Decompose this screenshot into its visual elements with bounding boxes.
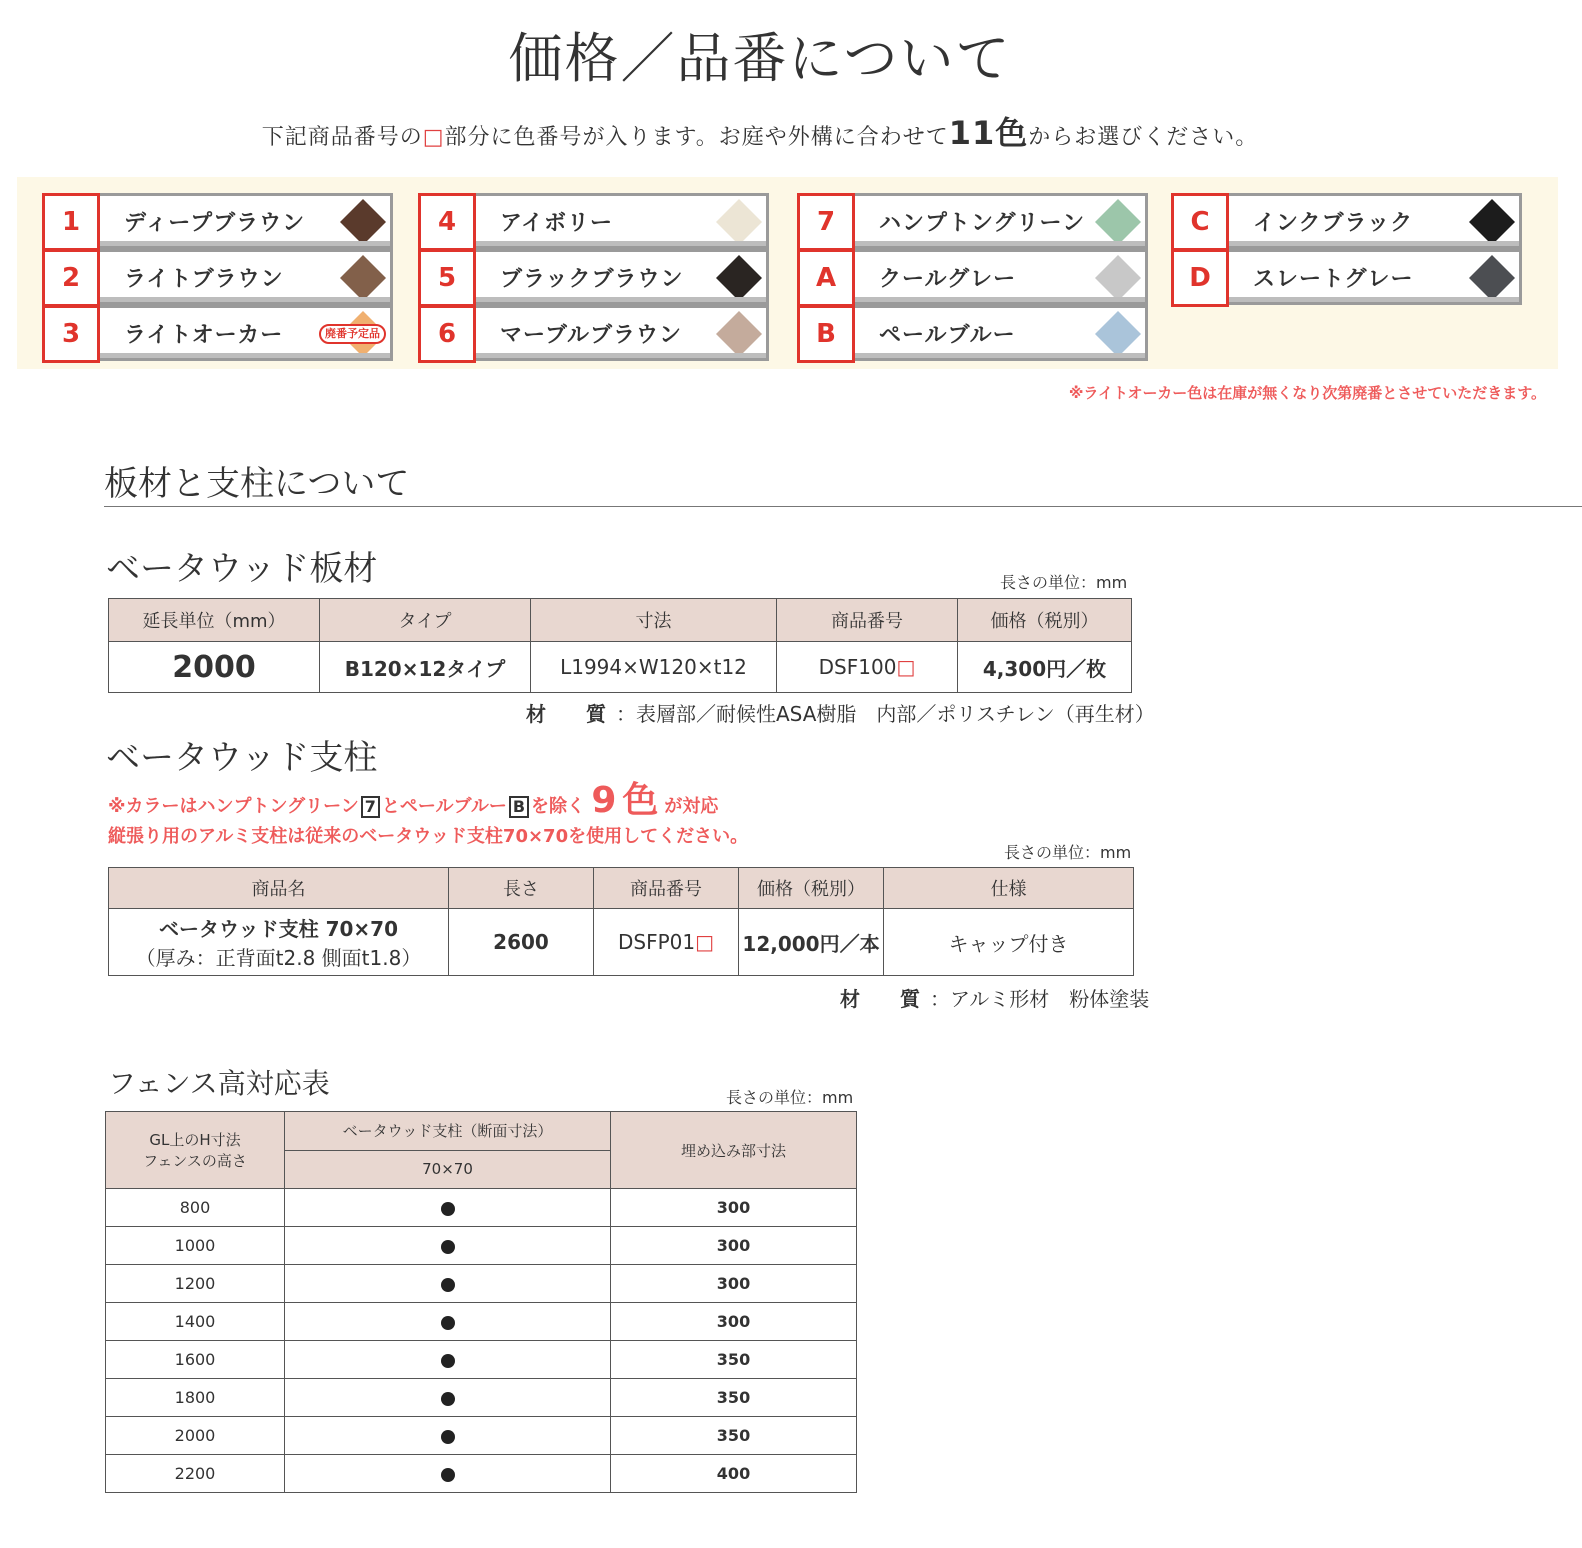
color-code: 2: [42, 249, 100, 307]
post-code-square: □: [695, 930, 714, 954]
section-heading: 板材と支柱について: [104, 464, 410, 504]
embed-depth-header: 埋め込み部寸法: [611, 1112, 857, 1189]
availability-cell: [285, 1417, 611, 1455]
color-bar: [98, 193, 393, 249]
table-header-cell: 価格（税別）: [739, 868, 884, 909]
color-name: ライトブラウン: [124, 267, 284, 292]
color-bar: [98, 305, 393, 361]
availability-cell: [285, 1455, 611, 1493]
board-code: [777, 642, 958, 693]
discontinued-badge: 廃番予定品: [319, 324, 386, 344]
color-swatch: [716, 311, 762, 357]
color-bar: [853, 193, 1148, 249]
color-name: ディープブラウン: [124, 211, 306, 236]
color-swatch: [340, 255, 386, 301]
fence-height: 800: [106, 1189, 285, 1227]
post-length: 2600: [449, 909, 594, 976]
table-row: [106, 1265, 857, 1303]
color-code-box: B: [509, 796, 529, 818]
table-row: [106, 1341, 857, 1379]
embed-depth: 300: [611, 1265, 857, 1303]
color-name: ブラックブラウン: [500, 267, 684, 292]
color-name: ライトオーカー: [124, 323, 284, 348]
color-chip: [797, 305, 1149, 361]
table-row: [106, 1189, 857, 1227]
color-bar: [98, 249, 393, 305]
post-vertical-note: 縦張り用のアルミ支柱は従来のベータウッド支柱70×70を使用してください。: [108, 826, 749, 847]
height-header-cell: [106, 1112, 285, 1189]
fence-height: 1000: [106, 1227, 285, 1265]
embed-depth: 350: [611, 1379, 857, 1417]
board-size: L1994×W120×t12: [531, 642, 777, 693]
color-name: スレートグレー: [1253, 267, 1414, 292]
color-name: アイボリー: [500, 211, 614, 236]
table-header-cell: 長さ: [449, 868, 594, 909]
table-row: [106, 1417, 857, 1455]
height-table: [105, 1111, 857, 1493]
embed-depth: 350: [611, 1341, 857, 1379]
embed-depth: 300: [611, 1189, 857, 1227]
available-dot-icon: [441, 1316, 455, 1330]
height-table-heading: フェンス高対応表: [108, 1067, 330, 1100]
post-section-header: ベータウッド支柱（断面寸法）: [285, 1112, 611, 1151]
embed-depth: 400: [611, 1455, 857, 1493]
lead-text: [0, 108, 1520, 154]
table-header-cell: 商品番号: [594, 868, 739, 909]
available-dot-icon: [441, 1354, 455, 1368]
table-header-row: [109, 599, 1132, 642]
table-header-cell: 延長単位（mm）: [109, 599, 320, 642]
post-size-header: 70×70: [285, 1150, 611, 1189]
color-chip: [42, 249, 394, 305]
color-swatch: [1095, 199, 1141, 245]
color-swatch: [1469, 255, 1515, 301]
table-row: [109, 909, 1134, 976]
post-material: [840, 983, 1149, 1012]
color-bar: [1227, 249, 1522, 305]
color-swatch: [1095, 255, 1141, 301]
fence-height: 1200: [106, 1265, 285, 1303]
table-row: [106, 1379, 857, 1417]
color-count: 11色: [948, 114, 1029, 152]
color-bar: [474, 249, 769, 305]
post-price: 12,000円／本: [739, 909, 884, 976]
fence-height: 2000: [106, 1417, 285, 1455]
note-text: を除く: [531, 796, 586, 817]
post-unit-note: 長さの単位：mm: [1004, 843, 1132, 862]
embed-depth: 300: [611, 1227, 857, 1265]
color-chip: [418, 249, 770, 305]
fence-height: 1600: [106, 1341, 285, 1379]
note-text: ※カラーはハンプトングリーン: [108, 796, 359, 817]
fence-height: 1400: [106, 1303, 285, 1341]
availability-cell: [285, 1227, 611, 1265]
lead-before: 下記商品番号の: [261, 125, 423, 150]
nine-colors: 9色: [591, 780, 665, 821]
color-name: ハンプトングリーン: [879, 211, 1086, 236]
material-label: 材 質: [526, 702, 616, 726]
table-header-cell: 商品番号: [777, 599, 958, 642]
color-swatch: [1469, 199, 1515, 245]
color-swatch: [1095, 311, 1141, 357]
color-name: マーブルブラウン: [500, 323, 683, 348]
color-bar: [1227, 193, 1522, 249]
color-chip: [418, 193, 770, 249]
material-label: 材 質: [840, 987, 930, 1011]
fence-height: 1800: [106, 1379, 285, 1417]
material-text: ：アルミ形材 粉体塗装: [930, 987, 1150, 1011]
color-code: C: [1171, 193, 1229, 251]
table-row: [106, 1455, 857, 1493]
post-color-note: [108, 772, 718, 823]
header-line: フェンスの高さ: [143, 1152, 247, 1170]
embed-depth: 300: [611, 1303, 857, 1341]
color-bar: [474, 305, 769, 361]
header-line: GL上のH寸法: [149, 1131, 241, 1149]
color-code: A: [797, 249, 855, 307]
color-code: B: [797, 305, 855, 363]
height-unit-note: 長さの単位：mm: [726, 1088, 854, 1107]
availability-cell: [285, 1265, 611, 1303]
color-chip: [42, 193, 394, 249]
color-bar: [853, 305, 1148, 361]
table-header-cell: 寸法: [531, 599, 777, 642]
color-code: D: [1171, 249, 1229, 307]
color-code: 7: [797, 193, 855, 251]
color-name: ペールブルー: [879, 323, 1016, 348]
color-bar: [853, 249, 1148, 305]
board-material: [526, 698, 1155, 727]
color-bar: [474, 193, 769, 249]
table-row: [109, 642, 1132, 693]
table-header-row: [106, 1112, 857, 1151]
table-header-cell: タイプ: [320, 599, 531, 642]
board-code-text: DSF100: [818, 655, 897, 679]
material-text: ：表層部／耐候性ASA樹脂 内部／ポリスチレン（再生材）: [616, 702, 1155, 726]
availability-cell: [285, 1303, 611, 1341]
table-row: [106, 1227, 857, 1265]
page-title: 価格／品番について: [508, 27, 1012, 90]
availability-cell: [285, 1379, 611, 1417]
color-chip: [1171, 249, 1523, 305]
board-code-square: □: [896, 655, 916, 679]
available-dot-icon: [441, 1202, 455, 1216]
board-unit-note: 長さの単位：mm: [1000, 573, 1128, 592]
post-table: [108, 867, 1134, 976]
availability-cell: [285, 1341, 611, 1379]
available-dot-icon: [441, 1468, 455, 1482]
availability-cell: [285, 1189, 611, 1227]
color-code: 5: [418, 249, 476, 307]
note-text: とペールブルー: [381, 796, 507, 817]
table-header-cell: 仕様: [884, 868, 1134, 909]
color-name: インクブラック: [1253, 211, 1414, 236]
color-chip: [418, 305, 770, 361]
post-heading: ベータウッド支柱: [106, 738, 378, 778]
post-spec: キャップ付き: [884, 909, 1134, 976]
lead-after: からお選びください。: [1028, 125, 1259, 150]
post-code-text: DSFP01: [617, 930, 696, 954]
available-dot-icon: [441, 1430, 455, 1444]
color-swatch: [340, 199, 386, 245]
embed-depth: 350: [611, 1417, 857, 1455]
color-chip: [797, 193, 1149, 249]
table-header-cell: 商品名: [109, 868, 449, 909]
lead-middle: 部分に色番号が入ります。お庭や外構に合わせて: [444, 125, 949, 150]
board-type: B120×12タイプ: [320, 642, 531, 693]
section-divider: [104, 506, 1582, 507]
available-dot-icon: [441, 1240, 455, 1254]
post-name-main: ベータウッド支柱 70×70: [159, 917, 398, 941]
color-code: 3: [42, 305, 100, 363]
board-length: 2000: [109, 642, 320, 693]
color-swatch: [716, 255, 762, 301]
color-chip: [797, 249, 1149, 305]
color-code-box: 7: [361, 796, 380, 818]
fence-height: 2200: [106, 1455, 285, 1493]
available-dot-icon: [441, 1278, 455, 1292]
color-chip: [42, 305, 394, 361]
post-name: [109, 909, 449, 976]
post-code: [594, 909, 739, 976]
color-chip: [1171, 193, 1523, 249]
color-code: 6: [418, 305, 476, 363]
discontinue-note: ※ライトオーカー色は在庫が無くなり次第廃番とさせていただきます。: [1068, 384, 1546, 402]
color-name: クールグレー: [879, 267, 1017, 292]
color-code: 1: [42, 193, 100, 251]
available-dot-icon: [441, 1392, 455, 1406]
color-slot-square: □: [422, 125, 445, 150]
post-name-sub: （厚み：正背面t2.8 側面t1.8）: [135, 946, 422, 970]
board-table: [108, 598, 1132, 693]
color-code: 4: [418, 193, 476, 251]
board-heading: ベータウッド板材: [106, 549, 378, 589]
table-row: [106, 1303, 857, 1341]
note-text: が対応: [664, 796, 719, 817]
color-swatch: [716, 199, 762, 245]
table-header-cell: 価格（税別）: [958, 599, 1132, 642]
board-price: 4,300円／枚: [958, 642, 1132, 693]
table-header-row: [109, 868, 1134, 909]
